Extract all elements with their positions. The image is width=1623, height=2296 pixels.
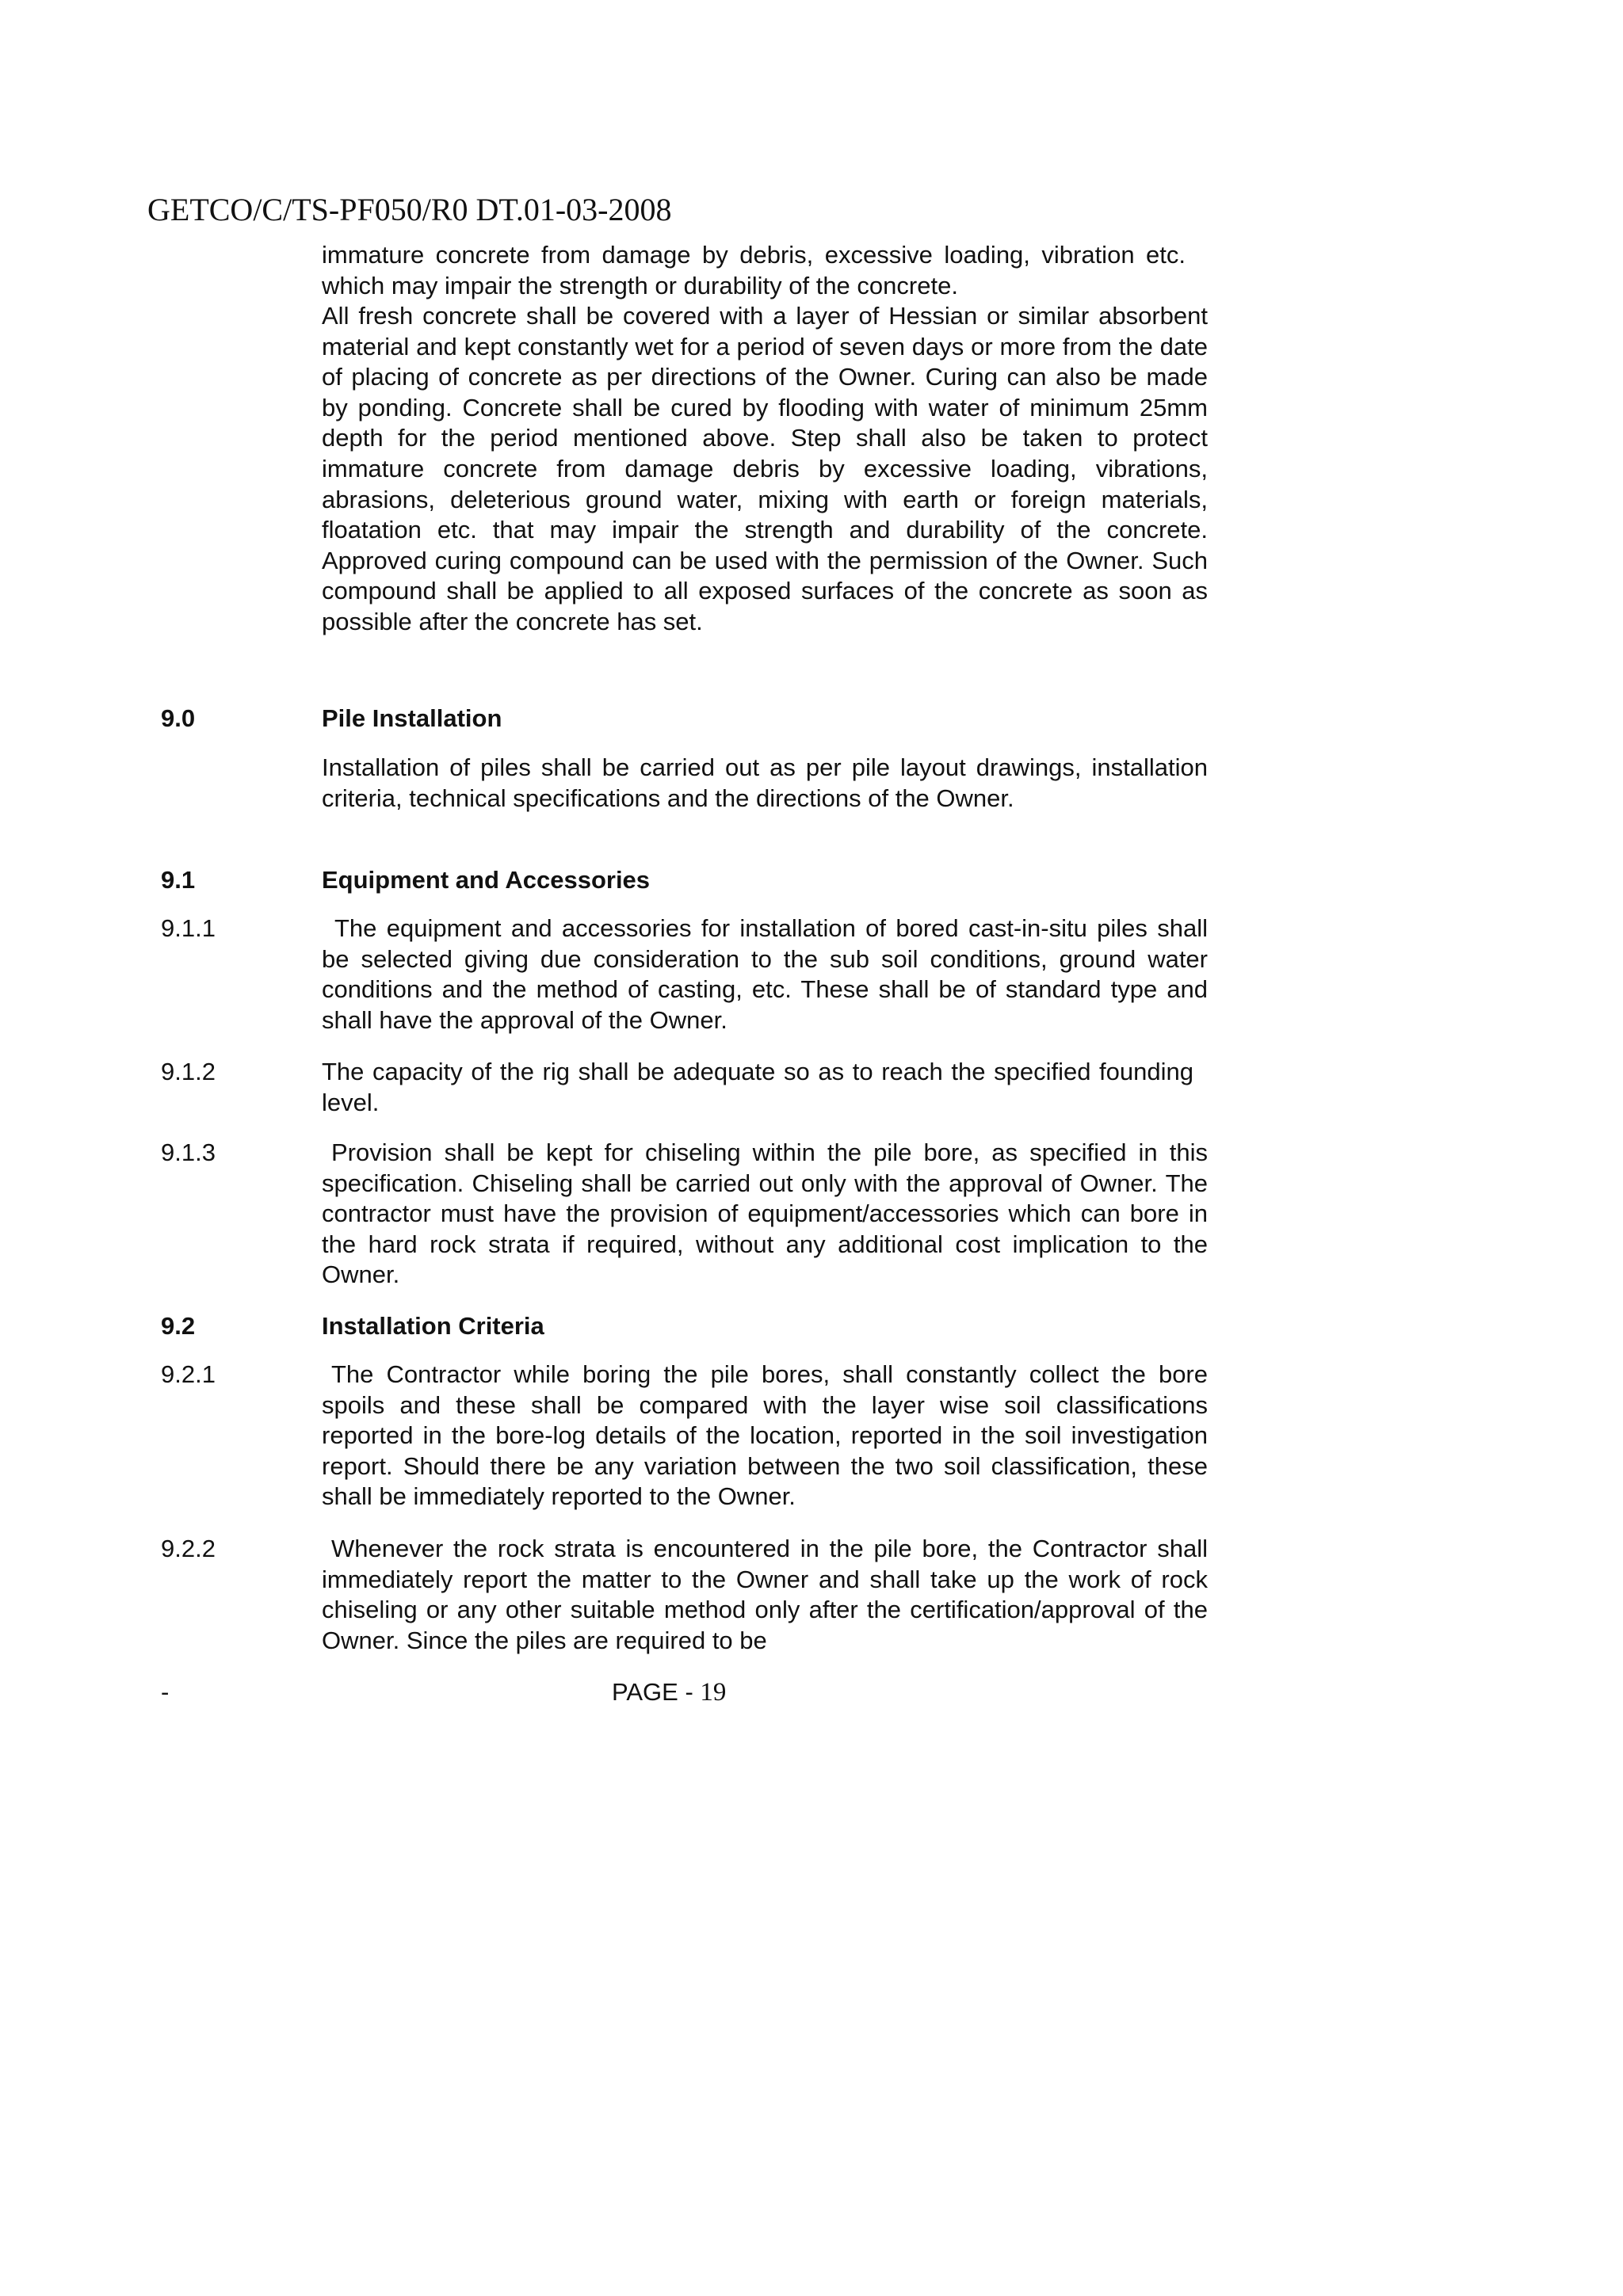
continuation-paragraph-2: All fresh concrete shall be covered with a layer of Hessian or similar absorbent material and kept constantly wet for a period of seven days or more from the date of placing of concrete as per directions of the Owner. Curing can also be made by ponding. Concrete shall be cured by flooding with water of minimum 25mm depth for the period mentioned above. Step shall also be taken to protect immature concrete from damage debris by excessive loading, vibrations, abrasions, deleterious ground water, mixing with earth or foreign materials, floatation etc. that may impair the strength and durability of the concrete. Approved curing compound can be used with the permission of the Owner. Such compound shall be applied to all exposed surfaces of the concrete as soon as possible after the concrete has set. (322, 302, 1208, 635)
section-number-9-1-2: 9.1.2 (161, 1058, 216, 1085)
continuation-paragraph-1: immature concrete from damage by debris, excessive loading, vibration etc. which may impair the strength or durability of the concrete. (322, 241, 1186, 299)
section-number-9-2: 9.2 (161, 1312, 196, 1340)
section-body-9-1-1: The equipment and accessories for installation of bored cast-in-situ piles shall be selected giving due consideration to the sub soil conditions, ground water conditions and the method of casting, etc. These shall be of standard type and shall have the approval of the Owner. (322, 914, 1208, 1034)
section-body-9-0: Installation of piles shall be carried out as per pile layout drawings, installation criteria, technical specifications and the directions of the Owner. (322, 753, 1208, 812)
section-number-9-2-2: 9.2.2 (161, 1535, 216, 1562)
section-number-9-1: 9.1 (161, 866, 196, 894)
document-header: GETCO/C/TS-PF050/R0 DT.01-03-2008 (147, 192, 672, 227)
section-body-9-2-2: Whenever the rock strata is encountered in the pile bore, the Contractor shall immediately report the matter to the Owner and shall take up the work of rock chiseling or any other suitable method only after the certification/approval of the Owner. Since the piles are required to be (322, 1535, 1208, 1654)
section-number-9-1-3: 9.1.3 (161, 1138, 216, 1166)
page-label: PAGE - (612, 1678, 701, 1706)
section-title-9-2: Installation Criteria (322, 1312, 544, 1340)
section-number-9-1-1: 9.1.1 (161, 914, 216, 942)
section-body-9-1-2: The capacity of the rig shall be adequate so as to reach the specified founding level. (322, 1058, 1193, 1116)
footer-dash: - (161, 1678, 170, 1706)
section-number-9-2-1: 9.2.1 (161, 1360, 216, 1388)
page-number: 19 (700, 1678, 727, 1707)
section-body-9-1-3: Provision shall be kept for chiseling within the pile bore, as specified in this specification. Chiseling shall be carried out only with the approval of Owner. The contractor must have the provision of equipment/accessories which can bore in the hard rock strata if required, without any additional cost implication to the Owner. (322, 1138, 1208, 1289)
section-number-9-0: 9.0 (161, 704, 196, 732)
section-title-9-0: Pile Installation (322, 704, 502, 732)
section-body-9-2-1: The Contractor while boring the pile bores, shall constantly collect the bore spoils and these shall be compared with the layer wise soil classifications reported in the bore-log details of the location, reported in the soil investigation report. Should there be any variation between the two soil classification, these shall be immediately reported to the Owner. (322, 1360, 1208, 1511)
section-title-9-1: Equipment and Accessories (322, 866, 651, 894)
page-number-footer (612, 1677, 726, 1708)
